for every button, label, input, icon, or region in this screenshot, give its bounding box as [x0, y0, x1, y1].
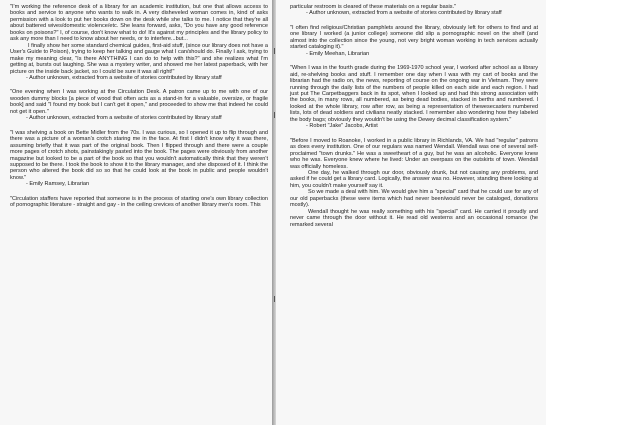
gutter-mark [274, 112, 275, 118]
story-dummy-block [10, 89, 268, 121]
story-paragraph: I finally show her some standard chemical guides, first-aid stuff, (since our library does not have a User's Guide to Poison), trying to keep her talking and gauge what I can/should do. Finally I ask, trying to make my meaning clear, "Is there ANYTHING I can do to help with this?" and she realizes what I'm getting at, bursts out laughing. She was a mystery writer, and showed me her latest paperback, with her picture on the inside back jacket, so I could be sure it was all right!" [10, 42, 268, 75]
blank-margin [546, 0, 633, 425]
story-attribution: - Emily Meehan, Librarian [306, 50, 370, 57]
story-bette-midler [10, 130, 268, 188]
right-page [276, 0, 546, 425]
story-paragraph: Wendall thought he was really something with his "special" card. He carried it proudly and never came through the door without it. He read old westerns and an occasional romance (he remarked several [290, 208, 538, 228]
story-paragraph: "When I was in the fourth grade during the 1969-1970 school year, I worked after school as a library aid, re-shelving books and stuff. I remember one day when I was with my cart of books and the librarian had the radio on, the news, reporting of course on the ongoing war in Vietnam. They were running through the daily lists of the numbers of people killed on each side and each region. I had just put The Carpetbaggers back in its spot, when I looked up and had this strong association with the books, in many rows, all numbered, as being dead bodies, stacked in berths and numbered. I looked at the whole library, row after row, as being a representation of thewesecasters numbered lists, lots of dead soldiers and civilians neatly stacked. I remember also wondering how they labeled the body bags; obviously they wouldn't be using the Dewey decimal classification system." [290, 65, 538, 123]
story-attribution: - Emily Ramsey, Librarian [26, 181, 90, 188]
story-reference-desk [10, 4, 268, 81]
story-ceiling-crevices [10, 196, 268, 209]
gutter-mark [274, 296, 275, 302]
story-paragraph: So we made a deal with him. We would give him a "special" card that he could use for any of our old paperbacks (these were items which had never been/would never be cataloged, donations mostly). [290, 189, 538, 209]
gutter-mark [274, 48, 275, 54]
story-wendall [290, 138, 538, 228]
story-paragraph: particular restroom is cleared of these materials on a regular basis." [290, 4, 456, 10]
story-religious-pamphlets [290, 25, 538, 57]
story-paragraph: "Circulation staffers have reported that someone is in the process of starting one's own library collection of pornographic literature - straight and gay - in the ceiling crevices of another library men's room. This [10, 195, 268, 209]
story-attribution: - Author unknown, extracted from a website of stories contributed by library staff [26, 115, 222, 122]
story-fourth-grade-vietnam [290, 65, 538, 130]
story-attribution: - Author unknown, extracted from a website of stories contributed by library staff [26, 74, 222, 81]
story-restroom-continued [290, 4, 538, 17]
story-paragraph: "I often find religious/Christian pamphlets around the library, obviously left for others to find and at one library I worked (a junior college) someone did slip a pornographic novel on the shelf (and almost into the collection since the young, not very bright woman working in tech services actually started cataloging it)." [290, 24, 538, 51]
story-paragraph: One day, he walked through our door, obviously drunk, but not causing any problems, and asked if he could get a library card. Logically, the answer was no. However, standing there looking at him, you couldn't make yourself say it. [290, 169, 538, 189]
story-paragraph: "I was shelving a book on Bette Midler from the 70s. I was curious, so I opened it up to flip through and there was a picture of a woman's crotch staring me in the face. At first I didn't know why it was there, assuming briefly that it was part of the original book. Then I flipped through and there were a couple more pages of crotch shots, painstakingly pasted into the book. The pages were obviously from another magazine but looked to be a part of the book so that you wouldn't automatically think that they weren't supposed to be there. I took the book to show it to the library manager, and she disposed of it. I think the person who altered the book did so so that he could look at the book in public and people wouldn't know." [10, 129, 268, 181]
story-paragraph: "One evening when I was working at the Circulation Desk. A patron came up to me with one of our wooden dummy blocks [a piece of wood that often acts as a stand-in for a valuable, oversize, or fragile book] and said "I found my book but I can't get it open," and proceeded to show me that indeed he could not get it open." [10, 89, 268, 115]
story-paragraph: "Before I moved to Roanoke, I worked in a public library in Richlands, VA. We had "regular" patrons as does every institution. One of our regulars was named Wendall. Wendall was one of several self-proclaimed "town drunks." He was a sweetheart of a guy, but he was an alcoholic. Everyone knew who he was. Everyone knew where he lived: Under an overpass on the outskirts of town. Wendall was officially homeless. [290, 137, 538, 170]
left-page [0, 0, 272, 425]
story-attribution: - Robert "Jake" Jacobs, Artist [306, 123, 378, 130]
story-paragraph: "I'm working the reference desk of a library for an academic institution, but one that allows access to books and service to anyone who wants to walk in. A very disheveled woman comes in, kind of asks permission with a look to put her books down on the desk while she talks to me. I notice that they're all about battered wives/domestic violence/etc. She leans forward, asks, "Do you have any good reference books on poisons?" I, of course, don't know what to do! It's against my principles and the library policy to ask any more than I need to know about her needs, or to interfere...but... [10, 4, 268, 43]
story-attribution: - Author unknown, extracted from a website of stories contributed by library staff [306, 10, 502, 17]
